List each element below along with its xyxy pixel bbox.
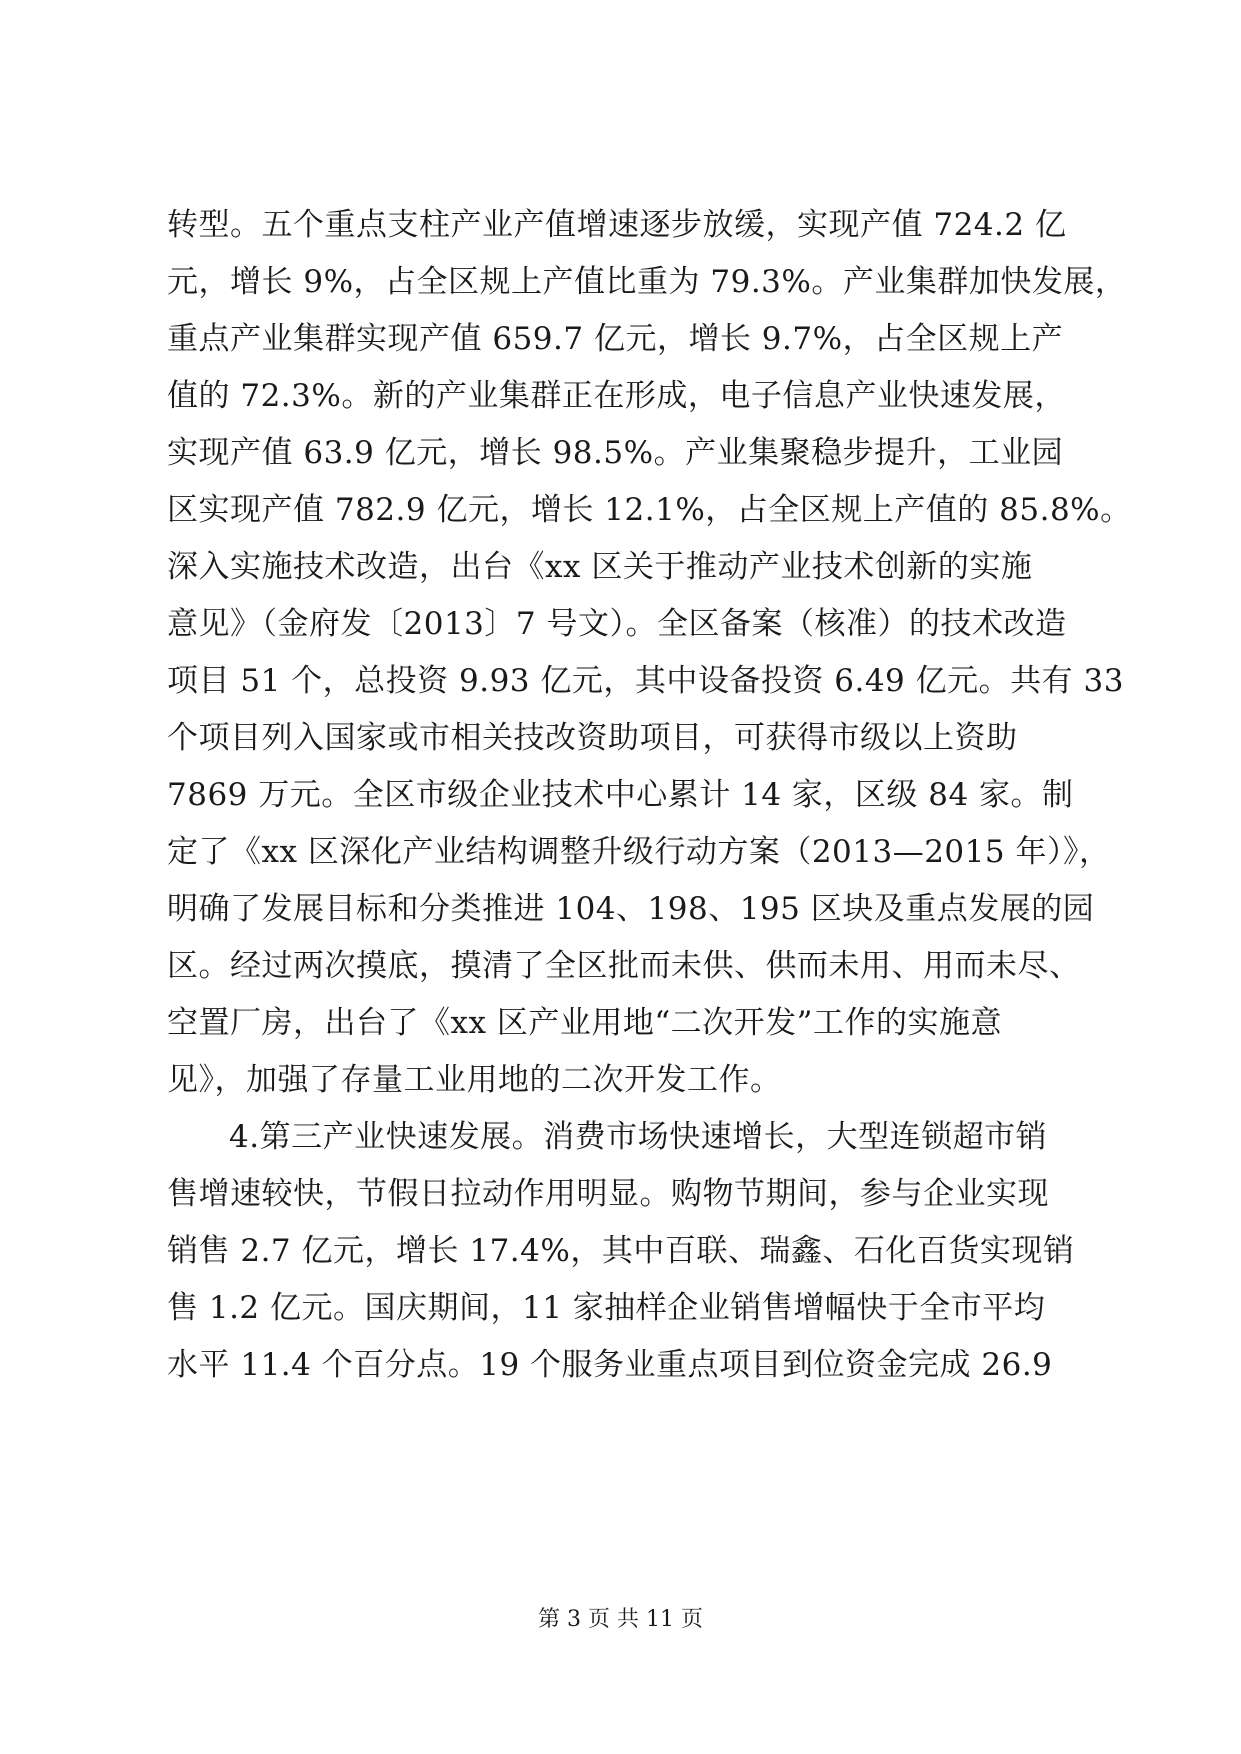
text-line: 水平 11.4 个百分点。19 个服务业重点项目到位资金完成 26.9 bbox=[167, 1347, 1053, 1383]
text-line: 售增速较快，节假日拉动作用明显。购物节期间，参与企业实现 bbox=[167, 1176, 1049, 1212]
page-number-footer: 第 3 页 共 11 页 bbox=[538, 1607, 703, 1632]
text-line: 销售 2.7 亿元，增长 17.4%，其中百联、瑞鑫、石化百货实现销 bbox=[167, 1233, 1075, 1269]
text-line: 转型。五个重点支柱产业产值增速逐步放缓，实现产值 724.2 亿 bbox=[167, 207, 1067, 243]
text-line: 空置厂房，出台了《xx 区产业用地“二次开发”工作的实施意 bbox=[167, 1005, 1003, 1041]
text-line: 区。经过两次摸底，摸清了全区批而未供、供而未用、用而未尽、 bbox=[167, 948, 1081, 984]
text-line: 实现产值 63.9 亿元，增长 98.5%。产业集聚稳步提升，工业园 bbox=[167, 435, 1064, 471]
text-line: 个项目列入国家或市相关技改资助项目，可获得市级以上资助 bbox=[167, 720, 1018, 756]
text-line: 项目 51 个，总投资 9.93 亿元，其中设备投资 6.49 亿元。共有 33 bbox=[167, 663, 1124, 699]
text-line: 值的 72.3%。新的产业集群正在形成，电子信息产业快速发展， bbox=[167, 378, 1066, 414]
text-line: 意见》（金府发〔2013〕7 号文）。全区备案（核准）的技术改造 bbox=[167, 606, 1067, 642]
text-line: 深入实施技术改造，出台《xx 区关于推动产业技术创新的实施 bbox=[167, 549, 1033, 585]
text-line: 定了《xx 区深化产业结构调整升级行动方案（2013—2015 年）》， bbox=[167, 834, 1111, 870]
text-line: 明确了发展目标和分类推进 104、198、195 区块及重点发展的园 bbox=[167, 891, 1095, 927]
text-line: 7869 万元。全区市级企业技术中心累计 14 家，区级 84 家。制 bbox=[167, 777, 1074, 813]
text-line: 元，增长 9%，占全区规上产值比重为 79.3%。产业集群加快发展， bbox=[167, 264, 1127, 300]
paragraph-first-line: 4.第三产业快速发展。消费市场快速增长，大型连锁超市销 bbox=[229, 1119, 1048, 1155]
text-line: 见》，加强了存量工业用地的二次开发工作。 bbox=[167, 1062, 782, 1098]
text-line: 区实现产值 782.9 亿元，增长 12.1%，占全区规上产值的 85.8%。 bbox=[167, 492, 1132, 528]
text-line: 售 1.2 亿元。国庆期间，11 家抽样企业销售增幅快于全市平均 bbox=[167, 1290, 1046, 1326]
text-line: 重点产业集群实现产值 659.7 亿元，增长 9.7%，占全区规上产 bbox=[167, 321, 1064, 357]
